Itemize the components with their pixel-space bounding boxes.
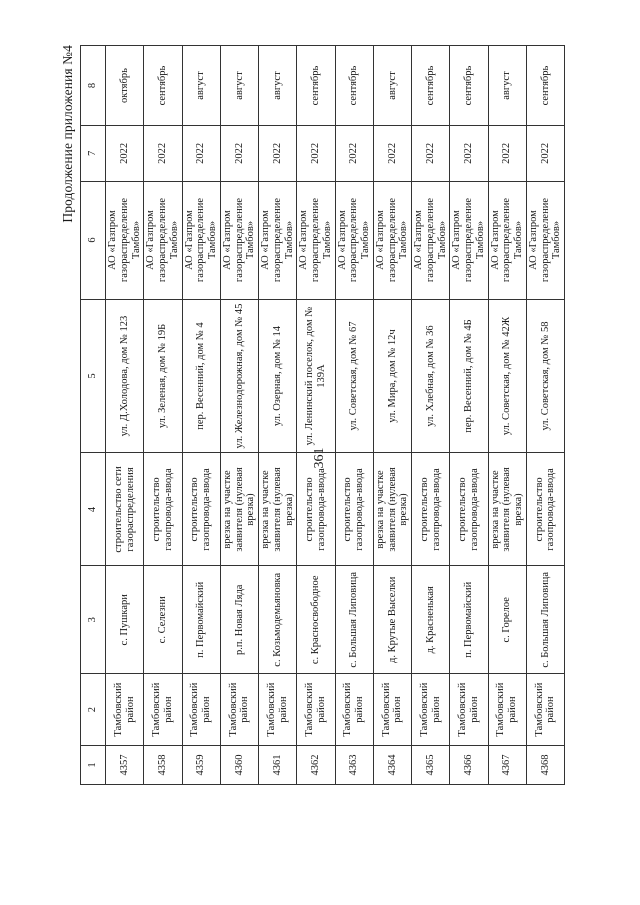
district-cell: Тамбовский район bbox=[488, 674, 526, 746]
settlement-cell: с. Пушкари bbox=[106, 566, 144, 674]
address-cell: пер. Весенний, дом № 4 bbox=[182, 299, 220, 453]
table-body bbox=[106, 46, 565, 785]
year-cell: 2022 bbox=[488, 126, 526, 181]
settlement-cell: с. Селезни bbox=[144, 566, 182, 674]
row-number: 4358 bbox=[144, 746, 182, 785]
table-row bbox=[335, 46, 373, 785]
row-number: 4359 bbox=[182, 746, 220, 785]
work-type-cell: строительство сети газораспределения bbox=[106, 453, 144, 566]
organization-cell: АО «Газпром газораспределение Тамбов» bbox=[412, 181, 450, 299]
organization-cell: АО «Газпром газораспределение Тамбов» bbox=[106, 181, 144, 299]
column-header: 4 bbox=[81, 453, 106, 566]
row-number: 4363 bbox=[335, 746, 373, 785]
table-row bbox=[450, 46, 488, 785]
work-type-cell: врезка на участке заявителя (нулевая врезка) bbox=[373, 453, 411, 566]
district-cell: Тамбовский район bbox=[526, 674, 564, 746]
year-cell: 2022 bbox=[373, 126, 411, 181]
row-number: 4368 bbox=[526, 746, 564, 785]
district-cell: Тамбовский район bbox=[450, 674, 488, 746]
address-cell: ул. Ленинский поселок, дом № 139А bbox=[297, 299, 335, 453]
work-type-cell: строительство газопровода-ввода bbox=[412, 453, 450, 566]
work-type-cell: строительство газопровода-ввода bbox=[450, 453, 488, 566]
row-number: 4365 bbox=[412, 746, 450, 785]
settlement-cell: д. Крутые Выселки bbox=[373, 566, 411, 674]
month-cell: август bbox=[259, 46, 297, 126]
year-cell: 2022 bbox=[259, 126, 297, 181]
address-cell: ул. Советская, дом № 42Ж bbox=[488, 299, 526, 453]
table-row bbox=[259, 46, 297, 785]
table-row bbox=[220, 46, 258, 785]
address-cell: ул. Зеленая, дом № 19Б bbox=[144, 299, 182, 453]
row-number: 4357 bbox=[106, 746, 144, 785]
settlement-cell: с. Большая Липовица bbox=[526, 566, 564, 674]
table-row bbox=[144, 46, 182, 785]
settlement-cell: с. Козьмодемьяновка bbox=[259, 566, 297, 674]
continuation-label: Продолжение приложения №4 bbox=[60, 45, 75, 223]
column-header: 7 bbox=[81, 126, 106, 181]
settlement-cell: с. Большая Липовица bbox=[335, 566, 373, 674]
month-cell: сентябрь bbox=[144, 46, 182, 126]
address-cell: ул. Хлебная, дом № 36 bbox=[412, 299, 450, 453]
address-cell: ул. Д.Холодова, дом № 123 bbox=[106, 299, 144, 453]
work-type-cell: строительство газопровода-ввода bbox=[335, 453, 373, 566]
year-cell: 2022 bbox=[144, 126, 182, 181]
column-header: 8 bbox=[81, 46, 106, 126]
work-type-cell: врезка на участке заявителя (нулевая врезка) bbox=[488, 453, 526, 566]
district-cell: Тамбовский район bbox=[106, 674, 144, 746]
address-cell: ул. Советская, дом № 58 bbox=[526, 299, 564, 453]
table-row bbox=[488, 46, 526, 785]
column-header: 2 bbox=[81, 674, 106, 746]
address-cell: ул. Мира, дом № 12ч bbox=[373, 299, 411, 453]
year-cell: 2022 bbox=[526, 126, 564, 181]
district-cell: Тамбовский район bbox=[373, 674, 411, 746]
table-row bbox=[182, 46, 220, 785]
page-number: 361 bbox=[312, 447, 327, 469]
district-cell: Тамбовский район bbox=[144, 674, 182, 746]
month-cell: сентябрь bbox=[335, 46, 373, 126]
organization-cell: АО «Газпром газораспределение Тамбов» bbox=[144, 181, 182, 299]
month-cell: август bbox=[220, 46, 258, 126]
row-number: 4364 bbox=[373, 746, 411, 785]
year-cell: 2022 bbox=[182, 126, 220, 181]
month-cell: август bbox=[373, 46, 411, 126]
work-type-cell: врезка на участке заявителя (нулевая врезка) bbox=[220, 453, 258, 566]
district-cell: Тамбовский район bbox=[182, 674, 220, 746]
district-cell: Тамбовский район bbox=[220, 674, 258, 746]
year-cell: 2022 bbox=[106, 126, 144, 181]
column-header: 5 bbox=[81, 299, 106, 453]
work-type-cell: строительство газопровода-ввода bbox=[526, 453, 564, 566]
district-cell: Тамбовский район bbox=[412, 674, 450, 746]
settlement-cell: с. Горелое bbox=[488, 566, 526, 674]
row-number: 4367 bbox=[488, 746, 526, 785]
month-cell: сентябрь bbox=[526, 46, 564, 126]
settlement-cell: р.п. Новая Ляда bbox=[220, 566, 258, 674]
settlement-cell: п. Первомайский bbox=[182, 566, 220, 674]
row-number: 4366 bbox=[450, 746, 488, 785]
table-row bbox=[373, 46, 411, 785]
year-cell: 2022 bbox=[220, 126, 258, 181]
district-cell: Тамбовский район bbox=[297, 674, 335, 746]
column-header: 6 bbox=[81, 181, 106, 299]
work-type-cell: строительство газопровода-ввода bbox=[144, 453, 182, 566]
month-cell: сентябрь bbox=[412, 46, 450, 126]
settlement-cell: д. Красненькая bbox=[412, 566, 450, 674]
year-cell: 2022 bbox=[335, 126, 373, 181]
table-row bbox=[297, 46, 335, 785]
organization-cell: АО «Газпром газораспределение Тамбов» bbox=[220, 181, 258, 299]
work-type-cell: строительство газопровода-ввода bbox=[182, 453, 220, 566]
organization-cell: АО «Газпром газораспределение Тамбов» bbox=[259, 181, 297, 299]
settlement-cell: с. Красносвободное bbox=[297, 566, 335, 674]
year-cell: 2022 bbox=[450, 126, 488, 181]
organization-cell: АО «Газпром газораспределение Тамбов» bbox=[488, 181, 526, 299]
address-cell: ул. Озерная, дом № 14 bbox=[259, 299, 297, 453]
row-number: 4361 bbox=[259, 746, 297, 785]
column-header: 1 bbox=[81, 746, 106, 785]
table-row bbox=[412, 46, 450, 785]
work-type-cell: врезка на участке заявителя (нулевая врезка) bbox=[259, 453, 297, 566]
work-type-cell: строительство газопровода-ввода bbox=[297, 453, 335, 566]
year-cell: 2022 bbox=[297, 126, 335, 181]
district-cell: Тамбовский район bbox=[335, 674, 373, 746]
organization-cell: АО «Газпром газораспределение Тамбов» bbox=[182, 181, 220, 299]
address-cell: ул. Железнодорожная, дом № 45 bbox=[220, 299, 258, 453]
month-cell: август bbox=[182, 46, 220, 126]
month-cell: сентябрь bbox=[450, 46, 488, 126]
month-cell: август bbox=[488, 46, 526, 126]
organization-cell: АО «Газпром газораспределение Тамбов» bbox=[450, 181, 488, 299]
month-cell: октябрь bbox=[106, 46, 144, 126]
header-row bbox=[81, 46, 106, 785]
row-number: 4362 bbox=[297, 746, 335, 785]
column-header: 3 bbox=[81, 566, 106, 674]
row-number: 4360 bbox=[220, 746, 258, 785]
settlement-cell: п. Первомайский bbox=[450, 566, 488, 674]
year-cell: 2022 bbox=[412, 126, 450, 181]
organization-cell: АО «Газпром газораспределение Тамбов» bbox=[373, 181, 411, 299]
address-cell: ул. Советская, дом № 67 bbox=[335, 299, 373, 453]
organization-cell: АО «Газпром газораспределение Тамбов» bbox=[297, 181, 335, 299]
organization-cell: АО «Газпром газораспределение Тамбов» bbox=[335, 181, 373, 299]
organization-cell: АО «Газпром газораспределение Тамбов» bbox=[526, 181, 564, 299]
address-cell: пер. Весенний, дом № 4Б bbox=[450, 299, 488, 453]
table-row bbox=[106, 46, 144, 785]
table-row bbox=[526, 46, 564, 785]
appendix-table bbox=[80, 45, 565, 785]
district-cell: Тамбовский район bbox=[259, 674, 297, 746]
month-cell: сентябрь bbox=[297, 46, 335, 126]
